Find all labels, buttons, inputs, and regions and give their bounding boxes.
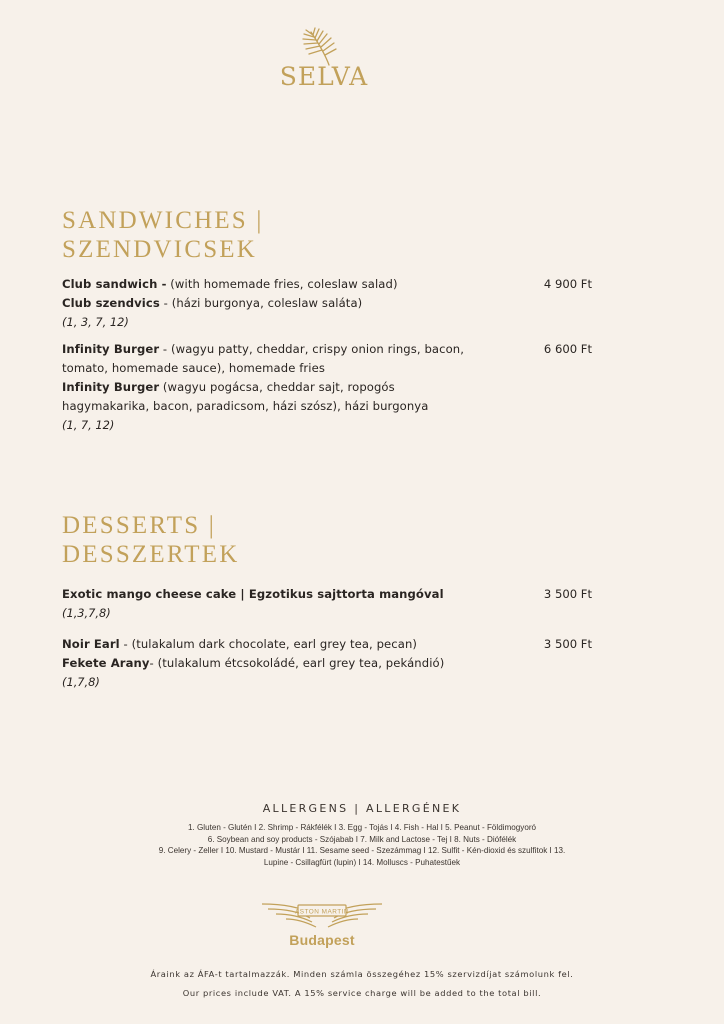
item-desc-hu: (wagyu pogácsa, cheddar sajt, ropogós hagymakarika, bacon, paradicsom, házi szósz), házi burgonya — [62, 380, 429, 413]
aston-martin-wings-icon — [260, 900, 384, 930]
item-price: 6 600 Ft — [543, 342, 592, 356]
selva-logo — [262, 26, 386, 98]
allergens-line: 6. Soybean and soy products - Szójabab I 7. Milk and Lactose - Tej I 8. Nuts - Diófélék — [207, 834, 517, 844]
allergens-list — [110, 822, 614, 868]
item-name-hu: Club szendvics — [62, 296, 160, 310]
item-name: Exotic mango cheese cake | Egzotikus sajttorta mangóval — [62, 587, 444, 601]
section-title-line: DESSERTS | — [62, 512, 217, 539]
item-price: 3 500 Ft — [543, 587, 592, 601]
item-desc-hu: - (házi burgonya, coleslaw saláta) — [159, 296, 363, 310]
brand-badge-text: ASTON MARTIN — [294, 908, 350, 916]
menu-item-club-sandwich — [62, 275, 592, 332]
palm-leaf-icon — [299, 26, 349, 66]
item-price: 3 500 Ft — [543, 637, 592, 651]
section-title-desserts — [62, 511, 239, 569]
menu-item-mango-cheesecake — [62, 585, 592, 623]
section-title-line: DESSZERTEK — [62, 541, 240, 568]
item-desc-en: - (tulakalum dark chocolate, earl grey tea, pecan) — [119, 637, 418, 651]
footer-note-hu: Áraink az ÁFA-t tartalmazzák. Minden számla összegéhez 15% szervizdíjat számolunk fel. — [150, 969, 574, 979]
allergens-line: Lupine - Csillagfürt (lupin) I 14. Molluscs - Puhatestűek — [263, 857, 461, 867]
item-desc-hu: - (tulakalum étcsokoládé, earl grey tea, pekándió) — [149, 656, 445, 670]
item-allergen-codes: (1, 7, 12) — [62, 418, 115, 432]
item-allergen-codes: (1, 3, 7, 12) — [62, 315, 129, 329]
item-name-en: Infinity Burger — [62, 342, 160, 356]
aston-martin-brand — [260, 900, 384, 948]
item-name-en: Club sandwich - — [62, 277, 167, 291]
item-price: 4 900 Ft — [543, 277, 592, 291]
menu-item-infinity-burger — [62, 340, 592, 435]
allergens-line: 1. Gluten - Glutén I 2. Shrimp - Rákfélék I 3. Egg - Tojás I 4. Fish - Hal I 5. Peanut - Földimogyoró — [187, 823, 537, 832]
allergens-line: 9. Celery - Zeller I 10. Mustard - Mustár I 11. Sesame seed - Szezámmag I 12. Sulfit - Kén-dioxid és szulfitok I 13. — [158, 846, 566, 856]
item-name-hu: Infinity Burger — [62, 380, 160, 394]
menu-item-noir-earl — [62, 635, 592, 692]
item-allergen-codes: (1,3,7,8) — [62, 606, 111, 620]
item-desc-en: - (wagyu patty, cheddar, crispy onion rings, bacon, tomato, homemade sauce), homemade fries — [62, 342, 465, 375]
footer-note-en: Our prices include VAT. A 15% service charge will be added to the total bill. — [182, 988, 542, 998]
section-title-line: SZENDVICSEK — [62, 236, 258, 263]
allergens-heading: ALLERGENS | ALLERGÉNEK — [262, 802, 462, 815]
section-title-sandwiches — [62, 206, 264, 264]
item-name-hu: Fekete Arany — [62, 656, 150, 670]
section-title-line: SANDWICHES | — [62, 207, 264, 234]
logo-wordmark: SELVA — [279, 62, 369, 91]
item-allergen-codes: (1,7,8) — [62, 675, 100, 689]
item-name-en: Noir Earl — [62, 637, 120, 651]
item-desc-en: (with homemade fries, coleslaw salad) — [166, 277, 398, 291]
brand-city: Budapest — [289, 932, 355, 948]
